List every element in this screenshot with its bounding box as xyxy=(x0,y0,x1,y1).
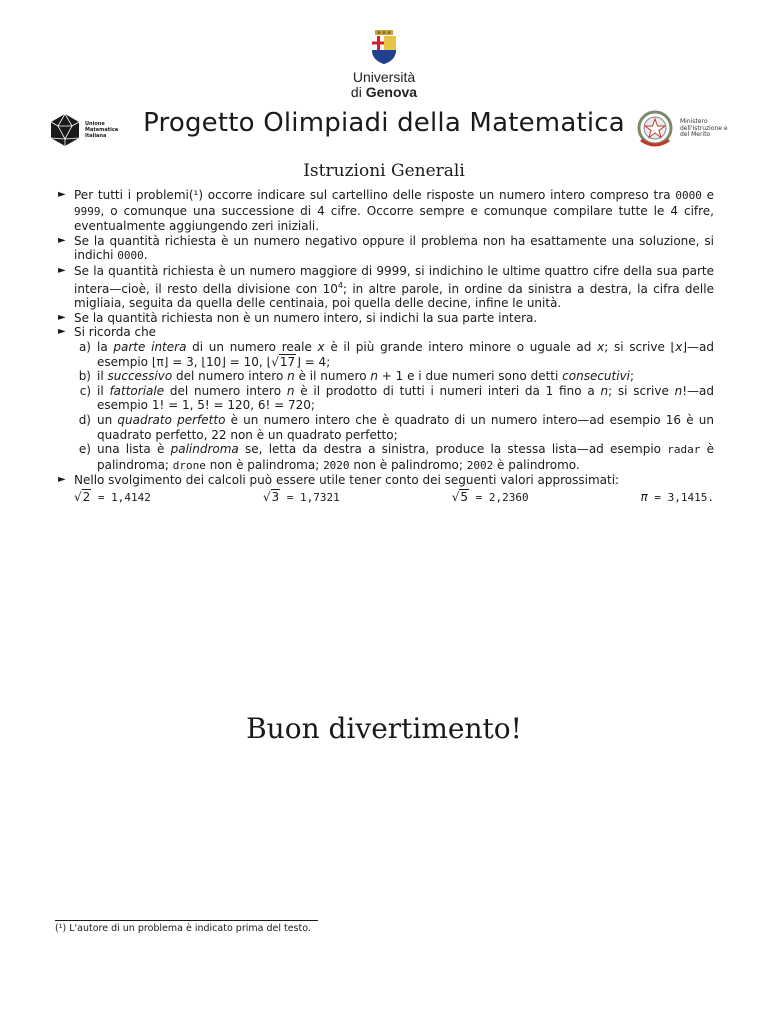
approx-sqrt5: √5 = 2,2360 xyxy=(451,489,529,504)
instructions xyxy=(58,188,714,505)
umi-logo-text: Unione Matematica Italiana xyxy=(85,121,119,139)
list-item: ► Se la quantità richiesta non è un numero intero, si indichi la sua parte intera. xyxy=(58,310,538,325)
triangle-bullet-icon: ► xyxy=(58,311,66,323)
page-title: Progetto Olimpiadi della Matematica xyxy=(143,108,625,138)
triangle-bullet-icon: ► xyxy=(58,326,66,338)
page-subtitle: Istruzioni Generali xyxy=(303,161,465,181)
sub-item-b: b) il successivo del numero intero n è il numero n + 1 e i due numeri sono detti consecutivi; xyxy=(78,369,635,384)
sub-item-e: e) una lista è palindroma se, letta da destra a sinistra, produce la stessa lista—ad esempio radar è palindroma; drone non è palindroma; 2020 non è palindromo; 2002 è palindromo. xyxy=(78,442,714,472)
triangle-bullet-icon: ► xyxy=(58,474,66,486)
list-item: ► Se la quantità richiesta è un numero maggiore di 9999, si indichino le ultime quattro cifre della sua parte intera—cioè, il resto della divisione con $10^4$; in altre parole, in ordine da sinistra a destra, la cifra delle migliaia, seguita da quella delle centinaia, poi quella delle decine, infine le unità. xyxy=(58,263,714,311)
university-line1: Università xyxy=(352,69,416,85)
shield-icon xyxy=(369,30,399,64)
list-item: ► Per tutti i problemi(¹) occorre indicare sul cartellino delle risposte un numero intero compreso tra 0000 e 9999, o comunque una successione di 4 cifre. Occorre sempre e comunque compilare tutte le 4 cifre, eventualmente aggiungendo zeri iniziali. xyxy=(58,188,714,234)
closing-text: Buon divertimento! xyxy=(246,712,522,745)
university-line2a: di xyxy=(350,84,366,100)
triangle-bullet-icon: ► xyxy=(58,189,66,200)
approx-values xyxy=(74,490,714,506)
approx-pi: π = 3,1415. xyxy=(640,489,714,504)
list-item: ► Si ricorda che xyxy=(58,325,157,340)
ministry-logo-text: Ministero dell'Istruzione e del Merito xyxy=(680,118,728,139)
triangle-bullet-icon: ► xyxy=(58,234,66,246)
footnote-rule xyxy=(55,920,318,921)
approx-sqrt3: √3 = 1,7321 xyxy=(262,489,340,504)
university-line2b: Genova xyxy=(365,84,418,100)
list-item: ► Se la quantità richiesta è un numero negativo oppure il problema non ha esattamente una soluzione, si indichi 0000. xyxy=(58,233,714,263)
approx-sqrt2: √2 = 1,4142 xyxy=(74,489,151,504)
sub-item-a: a) la parte intera di un numero reale x è il più grande intero minore o uguale ad x; si scrive ⌊x⌋—ad esempio ⌊π⌋ = 3, ⌊10⌋ = 10, ⌊√17⌋ = 4; xyxy=(78,339,714,369)
triangle-bullet-icon: ► xyxy=(58,264,66,276)
unige-logo xyxy=(0,30,768,100)
list-item: ► Nello svolgimento dei calcoli può essere utile tener conto dei seguenti valori approssimati: xyxy=(58,473,620,488)
sub-item-d: d) un quadrato perfetto è un numero intero che è quadrato di un numero intero—ad esempio 16 è un quadrato perfetto, 22 non è un quadrato perfetto; xyxy=(78,412,714,442)
sub-item-c: c) il fattoriale del numero intero n è il prodotto di tutti i numeri interi da 1 fino a n; si scrive n!—ad esempio 1! = 1, 5! = 120, 6! = 720; xyxy=(79,383,714,413)
footnote: (¹) L'autore di un problema è indicato prima del testo. xyxy=(55,923,311,934)
